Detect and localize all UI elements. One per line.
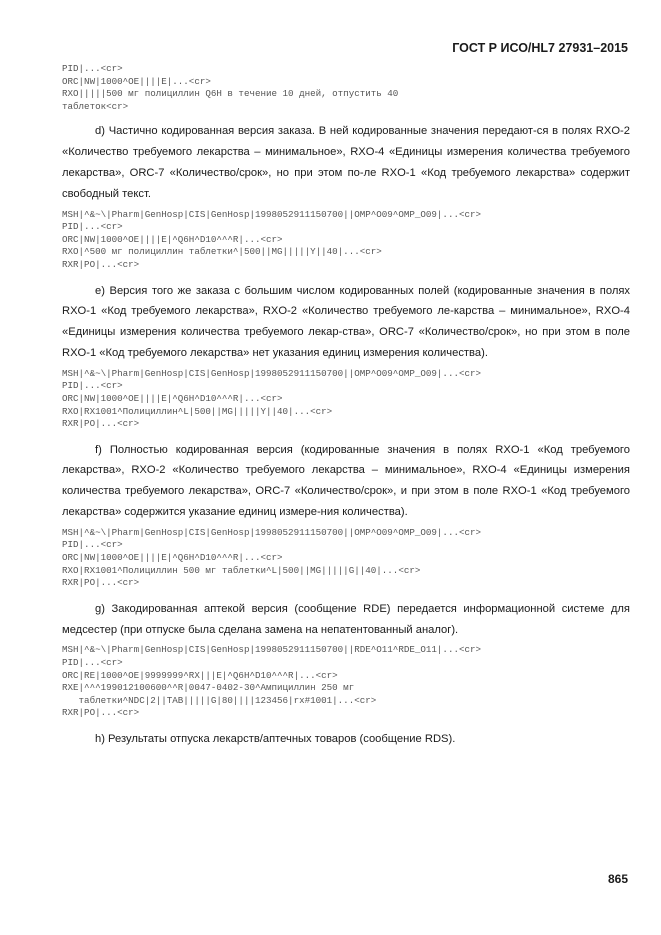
code-line: PID|...<cr> — [62, 221, 123, 233]
code-line: ORC|RE|1000^OE|9999999^RX|||E|^Q6H^D10^^^R|...<cr> — [62, 669, 338, 681]
code-line: PID|...<cr> — [62, 380, 123, 392]
code-line: RXR|PO|...<cr> — [62, 418, 140, 430]
paragraph-h: h) Результаты отпуска лекарств/аптечных товаров (сообщение RDS). — [95, 733, 456, 745]
code-line: MSH|^&~\|Pharm|GenHosp|CIS|GenHosp|1998052911150700||OMP^O09^OMP_O09|...<cr> — [62, 367, 482, 379]
code-block-d — [62, 209, 630, 272]
code-line: таблетки^NDC|2||TAB|||||G|80||||123456|rx#1001|...<cr> — [62, 694, 377, 706]
code-line: RXR|PO|...<cr> — [62, 258, 140, 270]
code-line: RXR|PO|...<cr> — [62, 707, 140, 719]
document-header: ГОСТ Р ИСО/HL7 27931–2015 — [452, 41, 628, 55]
code-block-continued — [62, 63, 630, 113]
code-line: RXO|RX1001^Полициллин 500 мг таблетки^L|500||MG|||||G||40|...<cr> — [62, 564, 421, 576]
code-line: ORC|NW|1000^OE||||E|^Q6H^D10^^^R|...<cr> — [62, 392, 283, 404]
code-line: PID|...<cr> — [62, 657, 123, 669]
code-line: RXO|||||500 мг полициллин Q6H в течение 10 дней, отпустить 40 — [62, 88, 399, 100]
code-line: ORC|NW|1000^OE||||E|^Q6H^D10^^^R|...<cr> — [62, 552, 283, 564]
code-line: MSH|^&~\|Pharm|GenHosp|CIS|GenHosp|1998052911150700||OMP^O09^OMP_O09|...<cr> — [62, 526, 482, 538]
code-line: ORC|NW|1000^OE||||E|^Q6H^D10^^^R|...<cr> — [62, 233, 283, 245]
code-line: RXR|PO|...<cr> — [62, 577, 140, 589]
code-line: PID|...<cr> — [62, 63, 123, 74]
page-content — [62, 63, 630, 750]
code-line: MSH|^&~\|Pharm|GenHosp|CIS|GenHosp|1998052911150700||OMP^O09^OMP_O09|...<cr> — [62, 208, 482, 220]
code-block-e — [62, 368, 630, 431]
code-line: MSH|^&~\|Pharm|GenHosp|CIS|GenHosp|1998052911150700||RDE^O11^RDE_O11|...<cr> — [62, 644, 482, 656]
code-line: RXE|^^^199012100600^^R|0047-0402-30^Ампициллин 250 мг — [62, 682, 355, 694]
paragraph-f: f) Полностью кодированная версия (кодированные значения в полях RXO-1 «Код требуемого лекарства», RXO-2 «Количество требуемого лекарства – минимальное», RXO-4 «Единицы измерения количества требуемого лекарства», ORC-7 «Количество/срок», и при этом в поле RXO-1 «Код требуемого лекарства» содержится указание единиц измере-ния количества). — [62, 443, 630, 519]
code-line: RXO|^500 мг полициллин таблетки^|500||MG|||||Y||40|...<cr> — [62, 246, 382, 258]
paragraph-g: g) Закодированная аптекой версия (сообщение RDE) передается информационной системе для медсестер (при отпуске была сделана замена на непатентованный аналог). — [62, 602, 630, 636]
paragraph-d: d) Частично кодированная версия заказа. В ней кодированные значения передают-ся в полях RXO-2 «Количество требуемого лекарства – минимальное», RXO-4 «Единицы измерения количества требуемого лекарства», ORC-7 «Количество/срок», но при этом по-ле RXO-1 «Код требуемого лекарства» содержит свободный текст. — [62, 125, 630, 200]
code-block-f — [62, 527, 630, 590]
code-block-g — [62, 644, 630, 720]
code-line: RXO|RX1001^Полициллин^L|500||MG|||||Y||40|...<cr> — [62, 405, 333, 417]
code-line: PID|...<cr> — [62, 539, 123, 551]
paragraph-e: e) Версия того же заказа с большим числом кодированных полей (кодированные значения в полях RXO-1 «Код требуемого лекарства», RXO-2 «Количество требуемого ле-карства – минимальное», RXO-4 «Единицы измерения количества требуемого лекар-ства», ORC-7 «Количество/срок», но при этом в поле RXO-1 «Код требуемого лекарства» нет указания единиц измерения количества). — [62, 284, 630, 359]
page-number: 865 — [607, 872, 628, 886]
code-line: таблеток<cr> — [62, 100, 129, 112]
code-line: ORC|NW|1000^OE||||E|...<cr> — [62, 75, 211, 87]
